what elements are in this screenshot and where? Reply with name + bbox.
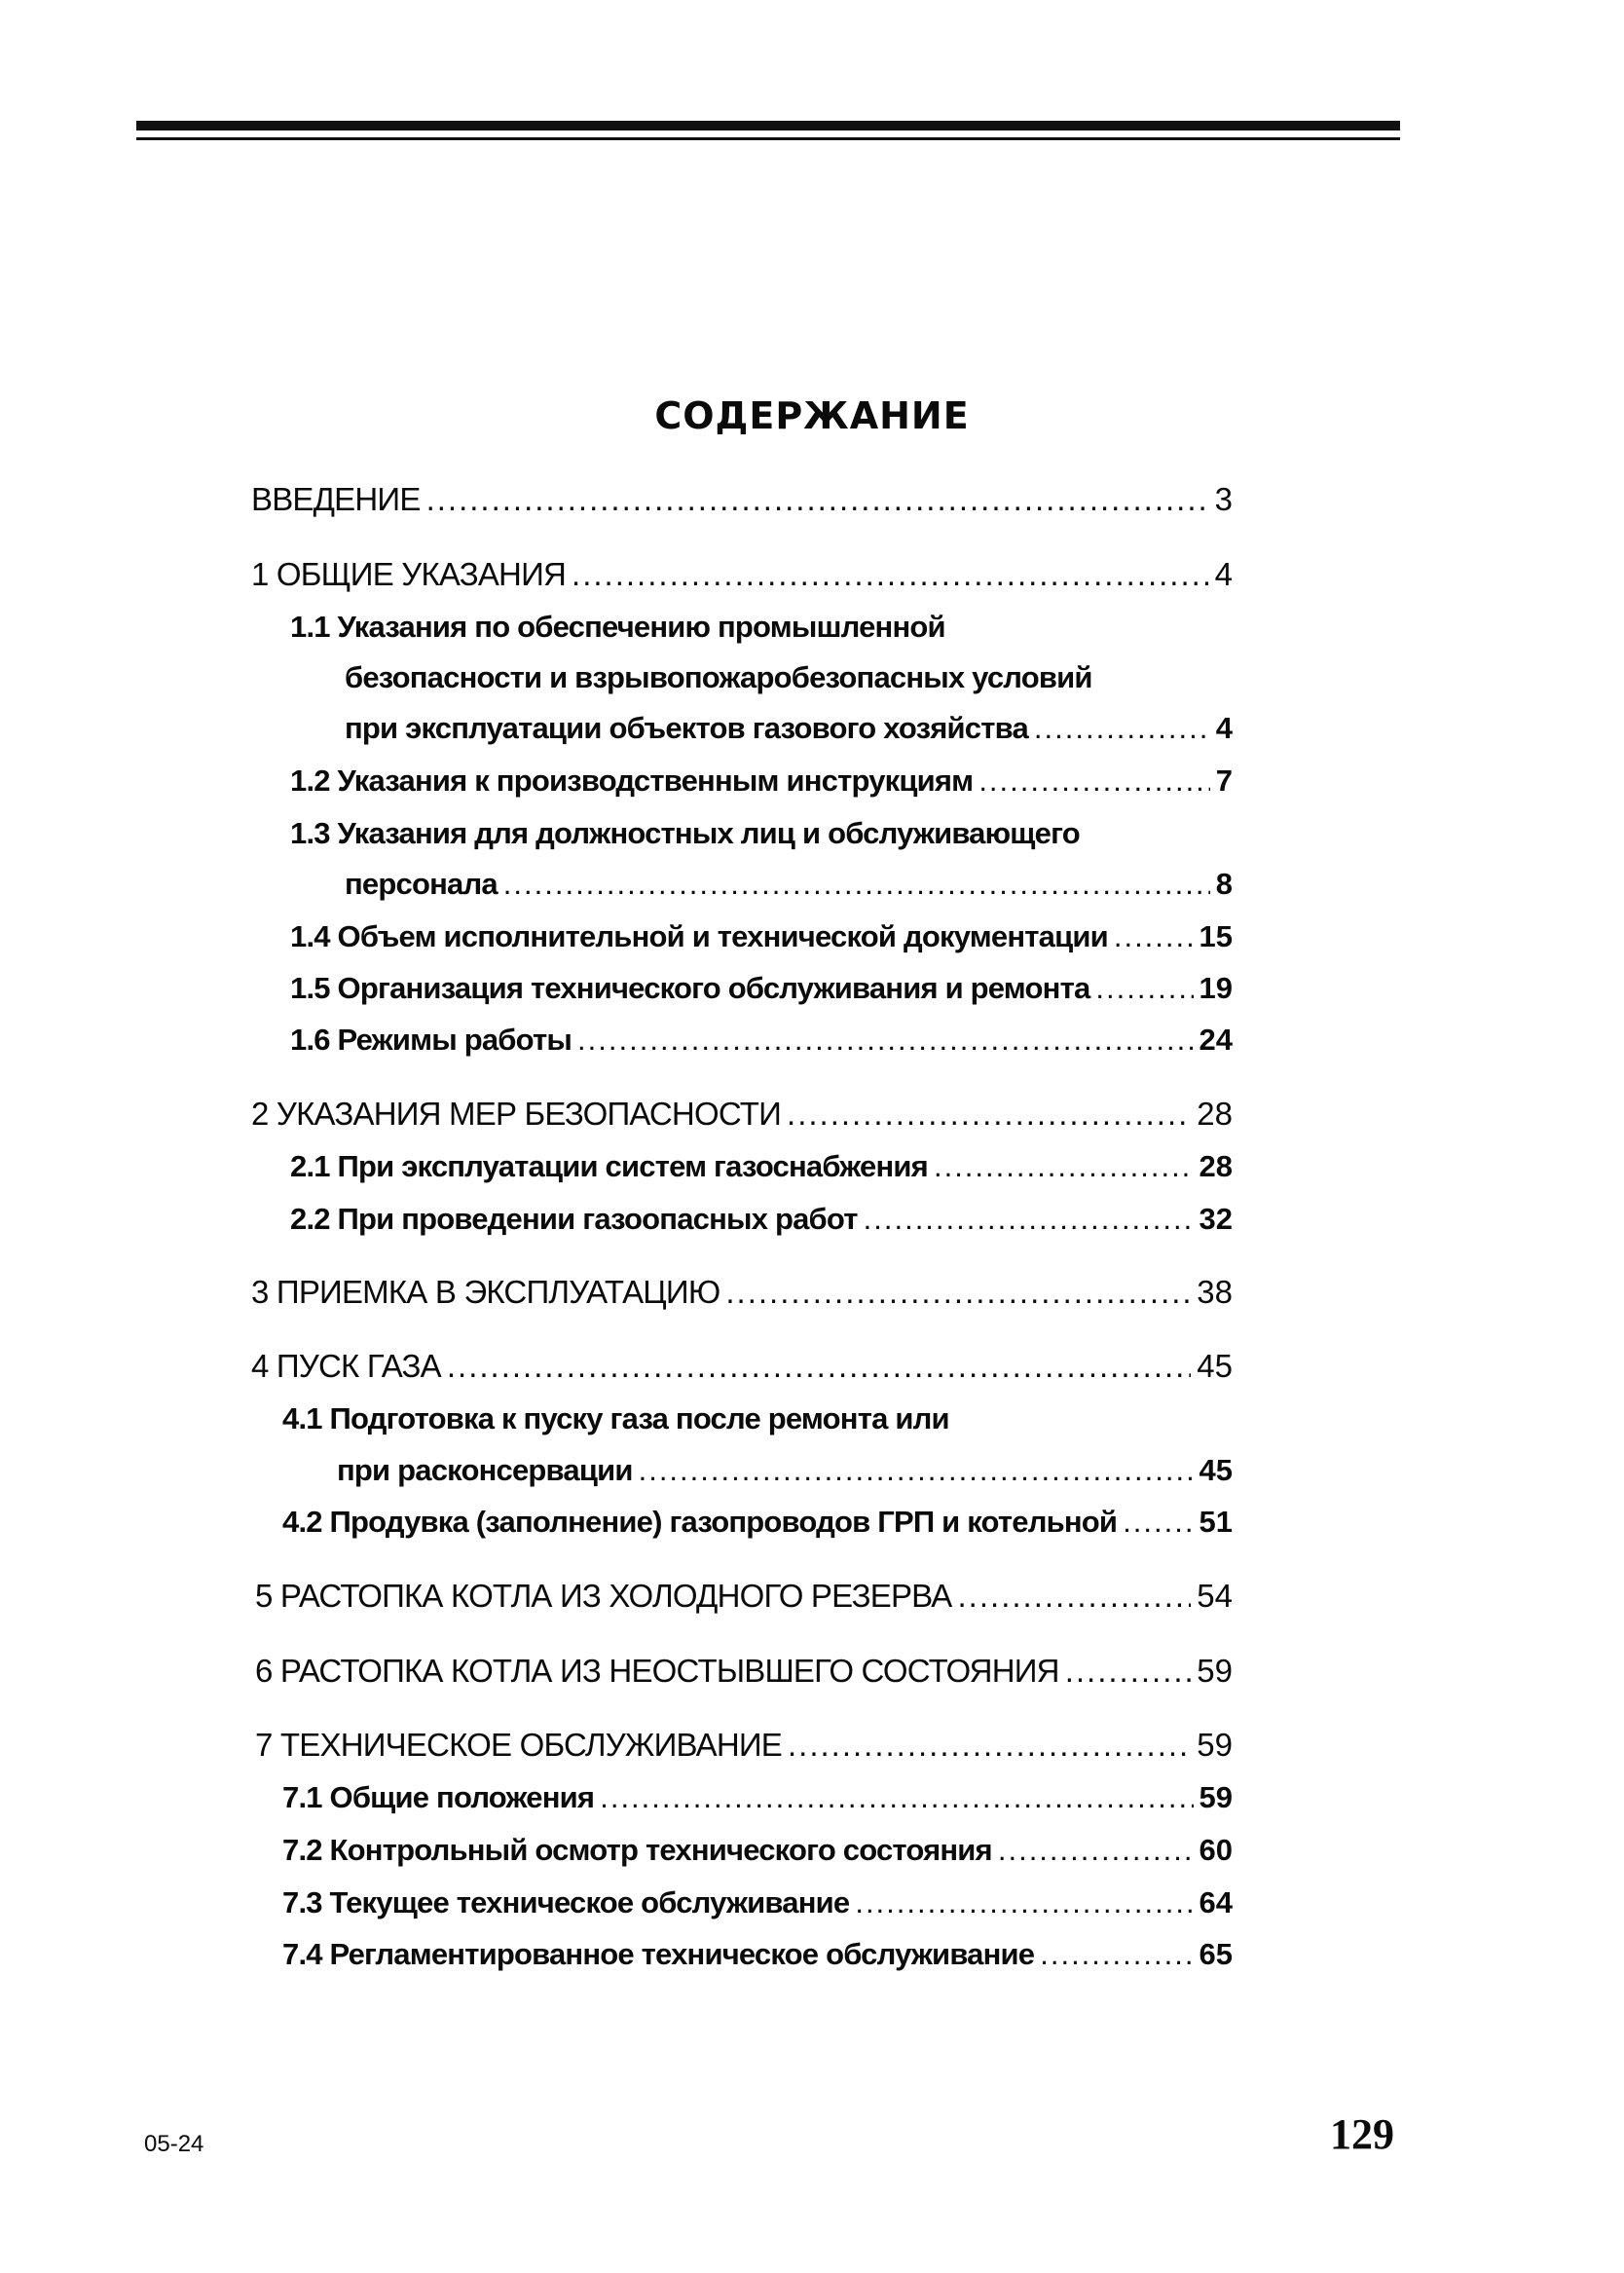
toc-entry-text: при расконсервации — [337, 1453, 633, 1487]
toc-leader-dots — [725, 1273, 1191, 1312]
toc-leader-dots — [978, 762, 1209, 801]
toc-entry-text: 4.2 Продувка (заполнение) газопроводов ГРП и котельной — [282, 1505, 1118, 1539]
toc-entry-text: 1.3 Указания для должностных лиц и обслуживающего — [290, 816, 1080, 850]
toc-entry-page: 3 — [1214, 481, 1233, 517]
toc-entry-page: 65 — [1199, 1937, 1233, 1971]
toc-entry-text: ВВЕДЕНИЕ — [251, 481, 421, 517]
toc-leader-dots — [572, 555, 1209, 594]
toc-leader-dots — [864, 1200, 1194, 1239]
toc-entry-page: 28 — [1199, 1149, 1233, 1183]
toc-entry-continuation[interactable] — [337, 1451, 1233, 1490]
toc-entry[interactable] — [290, 1147, 1233, 1186]
toc-entry[interactable] — [255, 1726, 1233, 1765]
toc-entry[interactable] — [282, 1935, 1233, 1974]
toc-entry-continuation[interactable] — [345, 709, 1233, 748]
toc-entry-page: 54 — [1197, 1578, 1233, 1614]
toc-entry-page: 32 — [1199, 1202, 1233, 1236]
toc-entry-page: 51 — [1199, 1505, 1233, 1539]
toc-entry-page: 45 — [1197, 1348, 1233, 1384]
toc-entry-text: 3 ПРИЕМКА В ЭКСПЛУАТАЦИЮ — [251, 1274, 720, 1310]
toc-leader-dots — [1065, 1652, 1192, 1691]
toc-entry-text: 1.2 Указания к производственным инструкциям — [290, 764, 974, 798]
toc-entry-text: 7.3 Текущее техническое обслуживание — [282, 1885, 850, 1919]
toc-entry-text: 2.2 При проведении газоопасных работ — [290, 1202, 858, 1236]
toc-leader-dots — [577, 1021, 1193, 1060]
toc-entry[interactable] — [290, 1021, 1233, 1060]
toc-leader-dots — [447, 1347, 1191, 1386]
toc-leader-dots — [855, 1883, 1193, 1922]
toc-entry[interactable] — [251, 555, 1233, 594]
toc-entry-page: 45 — [1199, 1453, 1233, 1487]
page-number: 129 — [1330, 2110, 1394, 2158]
toc-leader-dots — [1040, 1935, 1193, 1974]
toc-leader-dots — [600, 1778, 1193, 1817]
toc-leader-dots — [958, 1577, 1192, 1616]
toc-leader-dots — [1095, 969, 1193, 1008]
toc-entry-text: безопасности и взрывопожаробезопасных условий — [345, 660, 1092, 694]
toc-leader-dots — [426, 480, 1209, 519]
toc-entry[interactable] — [282, 1399, 1233, 1438]
toc-entry-page: 38 — [1197, 1274, 1233, 1310]
toc-entry-continuation[interactable] — [345, 865, 1233, 904]
toc-entry-text: 4.1 Подготовка к пуску газа после ремонта или — [282, 1401, 949, 1435]
toc-entry-text: 2.1 При эксплуатации систем газоснабжения — [290, 1149, 928, 1183]
toc-entry-text: 7.4 Регламентированное техническое обслуживание — [282, 1937, 1035, 1971]
toc-leader-dots — [639, 1451, 1194, 1490]
toc-entry[interactable] — [290, 1200, 1233, 1239]
toc-leader-dots — [1114, 917, 1194, 956]
toc-leader-dots — [787, 1095, 1191, 1134]
toc-entry[interactable] — [251, 1095, 1233, 1134]
toc-entry-text: 1.5 Организация технического обслуживания и ремонта — [290, 971, 1090, 1005]
toc-entry-continuation — [345, 658, 1233, 697]
toc-leader-dots — [503, 865, 1210, 904]
toc-entry-text: 4 ПУСК ГАЗА — [251, 1348, 441, 1384]
toc-entry-text: 2 УКАЗАНИЯ МЕР БЕЗОПАСНОСТИ — [251, 1096, 782, 1132]
toc-entry-text: 7.2 Контрольный осмотр технического состояния — [282, 1833, 992, 1867]
toc-leader-dots — [1034, 709, 1210, 748]
toc-entry-page: 7 — [1215, 764, 1233, 798]
toc-entry-page: 59 — [1199, 1780, 1233, 1814]
toc-entry-page: 60 — [1199, 1833, 1233, 1867]
toc-entry[interactable] — [290, 762, 1233, 801]
toc-entry-page: 4 — [1215, 711, 1233, 745]
toc-entry-text: персонала — [345, 867, 498, 901]
toc-leader-dots — [934, 1147, 1194, 1186]
toc-entry-text: 1.1 Указания по обеспечению промышленной — [290, 610, 945, 644]
toc-entry-text: 7 ТЕХНИЧЕСКОЕ ОБСЛУЖИВАНИЕ — [255, 1727, 782, 1763]
toc-entry-text: при эксплуатации объектов газового хозяйства — [345, 711, 1028, 745]
toc-entry[interactable] — [255, 1577, 1233, 1616]
toc-entry[interactable] — [290, 814, 1233, 853]
toc-entry[interactable] — [282, 1831, 1233, 1870]
toc-entry-text: 6 РАСТОПКА КОТЛА ИЗ НЕОСТЫВШЕГО СОСТОЯНИЯ — [255, 1653, 1059, 1689]
toc-entry[interactable] — [290, 917, 1233, 956]
document-code: 05-24 — [144, 2131, 204, 2157]
toc-entry-text: 1 ОБЩИЕ УКАЗАНИЯ — [251, 556, 567, 592]
toc-entry[interactable] — [282, 1883, 1233, 1922]
toc-entry-text: 1.4 Объем исполнительной и технической документации — [290, 919, 1108, 953]
toc-entry[interactable] — [251, 480, 1233, 519]
toc-entry[interactable] — [282, 1778, 1233, 1817]
toc-entry-text: 5 РАСТОПКА КОТЛА ИЗ ХОЛОДНОГО РЕЗЕРВА — [255, 1578, 952, 1614]
toc-entry[interactable] — [290, 969, 1233, 1008]
toc-entry-page: 64 — [1199, 1885, 1233, 1919]
toc-leader-dots — [788, 1726, 1191, 1765]
toc-entry-text: 7.1 Общие положения — [282, 1780, 595, 1814]
toc-entry[interactable] — [290, 608, 1233, 647]
toc-entry-page: 28 — [1197, 1096, 1233, 1132]
page-title: СОДЕРЖАНИЕ — [654, 394, 970, 437]
toc-entry-page: 4 — [1214, 556, 1233, 592]
toc-entry-page: 59 — [1197, 1727, 1233, 1763]
toc-entry-page: 19 — [1199, 971, 1233, 1005]
toc-entry-page: 24 — [1199, 1023, 1233, 1057]
toc-entry-page: 59 — [1197, 1653, 1233, 1689]
toc-entry[interactable] — [282, 1503, 1233, 1542]
toc-entry-page: 8 — [1215, 867, 1233, 901]
toc-entry-text: 1.6 Режимы работы — [290, 1023, 572, 1057]
toc-leader-dots — [998, 1831, 1194, 1870]
toc-entry[interactable] — [251, 1347, 1233, 1386]
toc-entry[interactable] — [251, 1273, 1233, 1312]
toc-entry-page: 15 — [1199, 919, 1233, 953]
toc-entry[interactable] — [255, 1652, 1233, 1691]
toc-leader-dots — [1123, 1503, 1193, 1542]
